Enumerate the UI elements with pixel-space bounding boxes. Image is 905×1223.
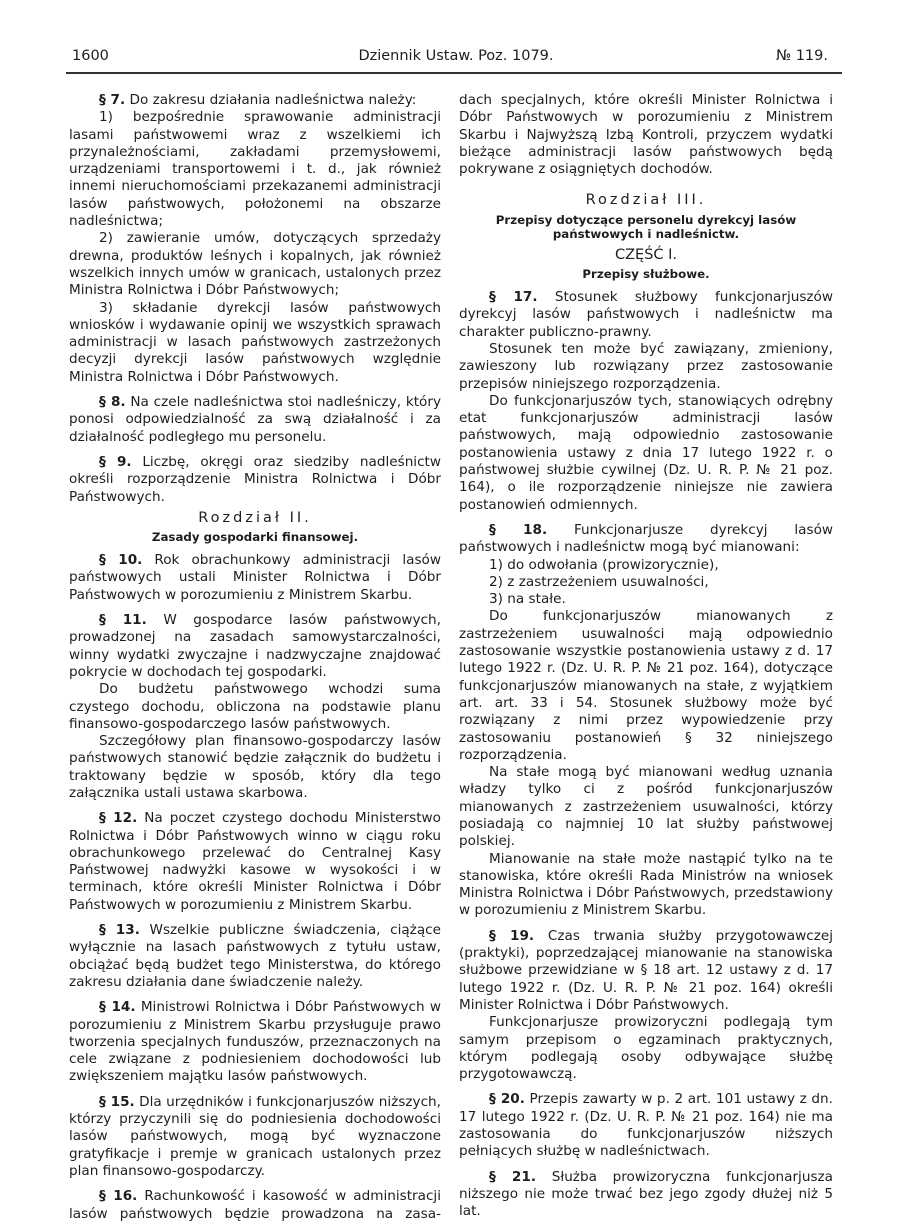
issue-number: № 119. [776,48,828,64]
section-text: Funkcjonarjusze dyrekcyj lasów państwowych i nadleśnictw mogą być mianowani: [459,521,833,556]
paragraph: Do funkcjonarjuszów tych, stanowiących odrębny etat funkcjonarjuszów administracji lasów państwowych, mają odpowiednio zastosowanie postanowienia ustawy z dnia 17 lutego 1922 r. o państwowej służbie cywilnej (Dz. U. R. P. № 21 poz. 164), o ile rozporządzenie niniejsze nie zawiera postanowień odmiennych. [459,392,833,513]
section-number: § 8. [99,394,126,411]
section-12 [69,810,441,914]
section-number: § 21. [489,1168,536,1185]
chapter-heading: Rozdział III. [585,192,707,209]
section-20 [459,1091,833,1160]
section-text: Przepis zawarty w p. 2 art. 101 ustawy z dn. 17 lutego 1922 r. (Dz. U. R. P. № 21 poz. 164) nie ma zastosowania do funkcjonarjuszów niższych pełniących służbę w nadleśnictwach. [459,1091,833,1160]
section-number: § 12. [99,810,138,827]
paragraph: Stosunek ten może być zawiązany, zmieniony, zawieszony lub rozwiązany przez zastosowanie przepisów niniejszego rozporządzenia. [459,340,833,392]
right-column [459,92,833,1221]
section-number: § 11. [99,612,147,629]
section-text: Czas trwania służby przygotowawczej (praktyki), poprzedzającej mianowanie na stanowiska służbowe przewidziane w § 18 art. 12 ustawy z d. 17 lutego 1922 r. (Dz. U. R. P. № 21 poz. 164) określi Minister Rolnictwa i Dóbr Państwowych. [459,927,833,1013]
section-number: § 10. [99,552,143,569]
header-rule [66,72,842,74]
section-19 [459,928,833,1014]
journal-title: Dziennik Ustaw. Poz. 1079. [358,48,554,64]
list-item: 2) zawieranie umów, dotyczących sprzedaży drewna, produktów leśnych i kopalnych, jak również wszelkich innych umów w granicach, ustalonych przez Ministra Rolnictwa i Dóbr Państwowych; [69,230,441,299]
part-heading: CZĘŚĆ I. [614,246,678,263]
section-7 [69,92,441,109]
section-text: Ministrowi Rolnictwa i Dóbr Państwowych w porozumieniu z Ministrem Skarbu przysługuje prawo tworzenia specjalnych funduszów, przeznaczonych na cele związane z podniesieniem dochodowości lub zwiększeniem majątku lasów państwowych. [69,999,441,1085]
chapter-subheading: Przepisy dotyczące personelu dyrekcyj lasów państwowych i nadleśnictw. [495,212,797,241]
section-number: § 16. [99,1188,138,1205]
section-17 [459,289,833,341]
section-number: § 18. [489,521,548,538]
page-number: 1600 [72,48,109,64]
part-subheading: Przepisy służbowe. [582,267,710,282]
chapter-heading: Rozdział II. [198,509,312,526]
section-16 [69,1188,441,1223]
chapter-subheading: Zasady gospodarki finansowej. [151,530,359,545]
section-number: § 17. [489,289,538,306]
list-item: 3) na stałe. [489,591,566,608]
section-21 [459,1169,833,1221]
paragraph: Szczegółowy plan finansowo-gospodarczy lasów państwowych stanowić będzie załącznik do budżetu i traktowany będzie w sposób, który dla tego załącznika ustali ustawa skarbowa. [69,733,441,801]
section-text: Liczbę, okręgi oraz siedziby nadleśnictw określi rozporządzenie Ministra Rolnictwa i Dóbr Państwowych. [69,453,442,505]
section-text: Służba prowizoryczna funkcjonarjusza niższego nie może trwać bez jego zgody dłużej niż 5 lat. [459,1168,833,1220]
paragraph: Mianowanie na stałe może nastąpić tylko na te stanowiska, które określi Rada Ministrów na wniosek Ministra Rolnictwa i Dóbr Państwowych, przedstawiony w porozumieniu z Ministrem Skarbu. [459,850,833,919]
page-header [72,48,840,70]
section-number: § 14. [99,999,136,1016]
section-8 [69,394,441,446]
paragraph: Do budżetu państwowego wchodzi suma czystego dochodu, obliczona na podstawie planu finansowo-gospodarczego lasów państwowych. [69,681,441,732]
section-text: Rachunkowość i kasowość w administracji lasów państwowych będzie prowadzona na zasa- [69,1188,441,1222]
section-11 [69,612,441,681]
section-number: § 7. [99,92,126,108]
list-item: 3) składanie dyrekcji lasów państwowych wniosków i wydawanie opinij we wszystkich sprawach administracji w lasach państwowych zastrzeżonych decyzji dyrekcji lasów państwowych względnie Ministra Rolnictwa i Dóbr Państwowych. [69,299,441,385]
left-column [69,92,441,1223]
section-number: § 15. [99,1093,135,1110]
section-text: Na czele nadleśnictwa stoi nadleśniczy, który ponosi odpowiedzialność za swą działalność i za działalność podległego mu personelu. [69,394,442,445]
section-text: Dla urzędników i funkcjonarjuszów niższych, którzy przyczynili się do podniesienia dochodowości lasów państwowych, mogą być wyznaczone gratyfikacje i premje w granicach ustalonych przez plan finansowo-gospodarczy. [69,1093,441,1179]
section-16-continuation: dach specjalnych, które określi Minister Rolnictwa i Dóbr Państwowych w porozumieniu z Ministrem Skarbu i Najwyższą Izbą Kontroli, przyczem wydatki bieżące administracji lasów państwowych będą pokrywane z osiągniętych dochodów. [459,92,833,178]
section-number: § 13. [99,922,140,939]
section-text: W gospodarce lasów państwowych, prowadzonej na zasadach samowystarczalności, winny wydatki zwyczajne i nadzwyczajne znajdować pokrycie w dochodach tej gospodarki. [69,612,441,680]
section-15 [69,1094,441,1180]
list-item: 1) bezpośrednie sprawowanie administracji lasami państwowemi wraz z wszelkiemi ich przynależnościami, zakładami przemysłowemi, urządzeniami transportowemi i t. d., jak również innemi nieruchomościami przekazanemi administracji lasów państwowych, położonemi na obszarze nadleśnictwa; [69,109,441,230]
section-text: Na poczet czystego dochodu Ministerstwo Rolnictwa i Dóbr Państwowych winno w ciągu roku obrachunkowego przelewać do Centralnej Kasy Państwowej nadwyżki kasowe w wysokości i w terminach, które określi Minister Rolnictwa i Dóbr Państwowych w porozumieniu z Ministrem Skarbu. [69,810,441,913]
list-item: 2) z zastrzeżeniem usuwalności, [489,573,709,590]
section-13 [69,922,441,991]
section-number: § 9. [99,453,132,470]
paragraph: Do funkcjonarjuszów mianowanych z zastrzeżeniem usuwalności mają odpowiednio zastosowanie wszystkie postanowienia ustawy z d. 17 lutego 1922 r. (Dz. U. R. P. № 21 poz. 164), dotyczące funkcjonarjuszów mianowanych na stałe, z wyjątkiem art. art. 33 i 54. Stosunek służbowy może być rozwiązany z nimi przez wypowiedzenie przy zastosowaniu postanowień § 32 niniejszego rozporządzenia. [459,608,833,763]
list-item: 1) do odwołania (prowizorycznie), [489,556,719,573]
section-9 [69,454,441,506]
paragraph: Na stałe mogą być mianowani według uznania władzy tylko ci z pośród funkcjonarjuszów mianowanych z zastrzeżeniem usuwalności, którzy posiadają co najmniej 10 lat służby państwowej polskiej. [459,764,833,850]
section-number: § 20. [489,1091,525,1108]
section-14 [69,999,441,1085]
section-18 [459,522,833,557]
section-text: Stosunek służbowy funkcjonarjuszów dyrekcyj lasów państwowych i nadleśnictw ma charakter publiczno-prawny. [459,289,833,340]
section-text: Wszelkie publiczne świadczenia, ciążące wyłącznie na lasach państwowych z tytułu ustaw, obciążać będą budżet tego Ministerstwa, do którego zakresu działania dane świadczenie należy. [69,922,441,990]
section-number: § 19. [489,927,535,944]
section-10 [69,552,441,604]
section-text: Do zakresu działania nadleśnictwa należy: [129,92,417,108]
paragraph: Funkcjonarjusze prowizoryczni podlegają tym samym przepisom o egzaminach praktycznych, którym podlegają osoby odbywające służbę przygotowawczą. [459,1014,833,1083]
section-text: Rok obrachunkowy administracji lasów państwowych ustali Minister Rolnictwa i Dóbr Państwowych w porozumieniu z Ministrem Skarbu. [69,552,441,603]
